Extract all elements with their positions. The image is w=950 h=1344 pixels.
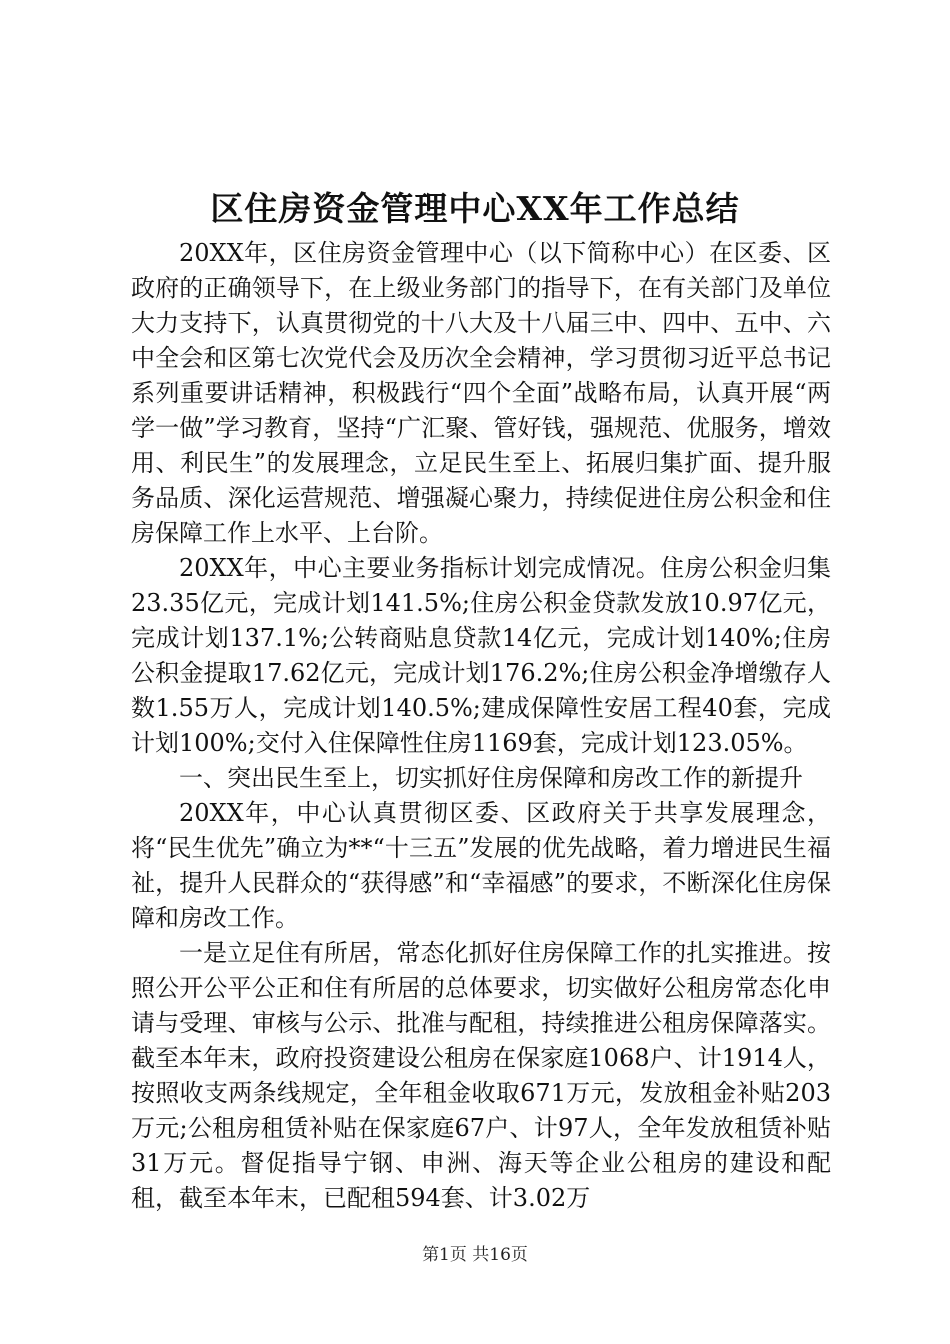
- paragraph-section-1-intro: 20XX年，中心认真贯彻区委、区政府关于共享发展理念，将“民生优先”确立为**“十三五”发展的优先战略，着力增进民生福祉，提升人民群众的“获得感”和“幸福感”的要求，不断深化住房保障和房改工作。: [131, 799, 831, 932]
- document-body: [131, 236, 831, 1216]
- document-title: 区住房资金管理中心XX年工作总结: [210, 189, 740, 228]
- paragraph-housing-security: 一是立足住有所居，常态化抓好住房保障工作的扎实推进。按照公开公平公正和住有所居的总体要求，切实做好公租房常态化申请与受理、审核与公示、批准与配租，持续推进公租房保障落实。截至本年末，政府投资建设公租房在保家庭1068户、计1914人，按照收支两条线规定，全年租金收取671万元，发放租金补贴203万元;公租房租赁补贴在保家庭67户、计97人，全年发放租赁补贴31万元。督促指导宁钢、申洲、海天等企业公租房的建设和配租，截至本年末，已配租594套、计3.02万: [131, 939, 831, 1212]
- paragraph-intro: 20XX年，区住房资金管理中心（以下简称中心）在区委、区政府的正确领导下，在上级业务部门的指导下，在有关部门及单位大力支持下，认真贯彻党的十八大及十八届三中、四中、五中、六中全会和区第七次党代会及历次全会精神，学习贯彻习近平总书记系列重要讲话精神，积极践行“四个全面”战略布局，认真开展“两学一做”学习教育，坚持“广汇聚、管好钱，强规范、优服务，增效用、利民生”的发展理念，立足民生至上、拓展归集扩面、提升服务品质、深化运营规范、增强凝心聚力，持续促进住房公积金和住房保障工作上水平、上台阶。: [131, 239, 831, 547]
- section-heading-1: 一、突出民生至上，切实抓好住房保障和房改工作的新提升: [179, 764, 803, 792]
- paragraph-indicators: 20XX年，中心主要业务指标计划完成情况。住房公积金归集23.35亿元，完成计划141.5%;住房公积金贷款发放10.97亿元，完成计划137.1%;公转商贴息贷款14亿元，完成计划140%;住房公积金提取17.62亿元，完成计划176.2%;住房公积金净增缴存人数1.55万人，完成计划140.5%;建成保障性安居工程40套，完成计划100%;交付入住保障性住房1169套，完成计划123.05%。: [131, 554, 831, 757]
- page-number-footer: 第1页 共16页: [422, 1245, 528, 1265]
